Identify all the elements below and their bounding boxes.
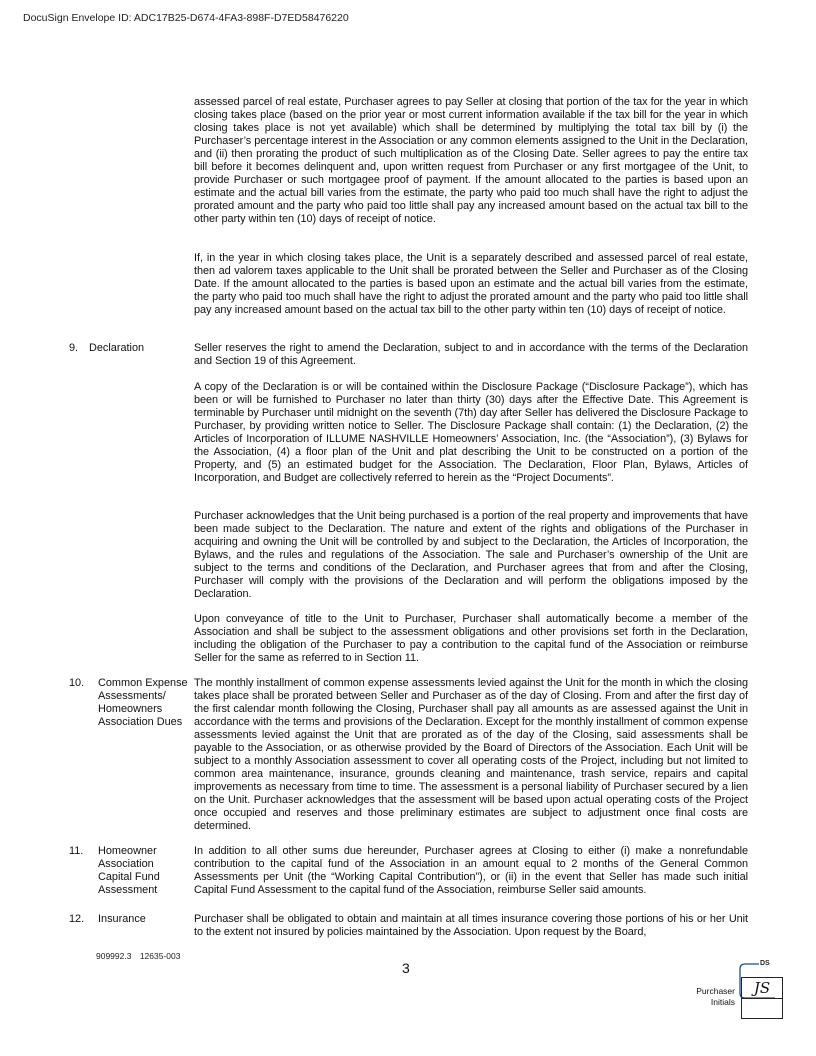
section-paragraph: A copy of the Declaration is or will be contained within the Disclosure Package (“Disclosure Package”), which has been or will be furnished to Purchaser no later than thirty (30) days after the Effective Date. This Agreement is terminable by Purchaser until midnight on the seventh (7th) day after Seller has delivered the Disclosure Package to Purchaser, by providing written notice to Seller. The Disclosure Package shall contain: (1) the Declaration, (2) the Articles of Incorporation of ILLUME NASHVILLE Homeowners’ Association, Inc. (the “Association”), (3) Bylaws for the Association, (4) a floor plan of the Unit and plat describing the Unit to be constructed on a portion of the Property, and (5) an estimated budget for the Association. The Declaration, Floor Plan, Bylaws, Articles of Incorporation, and Budget are collectively referred to herein as the “Project Documents”. (194, 381, 748, 484)
section-paragraph: Upon conveyance of title to the Unit to Purchaser, Purchaser shall automatically become a member of the Association and shall be subject to the assessment obligations and other provisions set forth in the Declaration, including the obligation of the Purchaser to pay a contribution to the capital fund of the Association or reimburse Seller for the same as referred to in Section 11. (194, 613, 748, 664)
section-paragraph: The monthly installment of common expense assessments levied against the Unit for the month in which the closing takes place shall be prorated between Seller and Purchaser as of the day of Closing. From and after the first day of the first calendar month following the Closing, Purchaser shall pay all amounts as are assessed against the Unit in accordance with the terms and provisions of the Declaration. Except for the monthly installment of common expense assessments levied against the Unit that are prorated as of the day of the Closing, said assessments shall be payable to the Association, or as otherwise provided by the Board of Directors of the Association. Each Unit will be subject to a monthly Association assessment to cover all operating costs of the Project, including but not limited to common area maintenance, insurance, grounds cleaning and maintenance, trash service, repairs and capital improvements as necessary from time to time. The assessment is a personal liability of Purchaser secured by a lien on the Unit. Purchaser acknowledges that the assessment will be based upon actual operating costs of the Project once occupied and reserves and those preliminary estimates are subject to adjustment once final costs are determined. (194, 677, 748, 832)
section-label: Common Expense Assessments/ Homeowners Association Dues (98, 677, 188, 728)
document-number: 909992.3 12635-003 (96, 951, 181, 961)
purchaser-initials-label (693, 986, 735, 1008)
section-paragraph: Purchaser acknowledges that the Unit being purchased is a portion of the real property and improvements that have been made subject to the Declaration. The nature and extent of the rights and obligations of the Purchaser in acquiring and owning the Unit will be controlled by and subject to the Declaration, the Articles of Incorporation, the Bylaws, and the rules and regulations of the Association. The sale and Purchaser’s ownership of the Unit are subject to the terms and conditions of the Declaration, and Purchaser agrees that from and after the Closing, Purchaser will comply with the provisions of the Declaration and will perform the obligations imposed by the Declaration. (194, 510, 748, 600)
section-number: 11. (69, 845, 84, 857)
continuation-paragraph-1: assessed parcel of real estate, Purchaser agrees to pay Seller at closing that portion of the tax for the year in which closing takes place (based on the prior year or most current information available if the tax bill for the year in which closing takes place is not yet available) which shall be determined by multiplying the total tax bill by (i) the Purchaser’s percentage interest in the Association or any common elements assigned to the Unit in the Declaration, and (ii) then prorating the product of such multiplication as of the Closing Date. Seller agrees to pay the entire tax bill before it becomes delinquent and, upon written request from Purchaser or any first mortgagee of the Unit, to provide Purchaser or such mortgagee proof of payment. If the amount allocated to the parties is based upon an estimate and the actual bill varies from the estimate, the party who paid too much shall have the right to adjust the prorated amount and the party who paid too little shall pay any increased amount based on the actual tax bill to the other party within ten (10) days of receipt of notice. (194, 96, 748, 225)
section-number: 12. (69, 913, 85, 925)
initials-divider (742, 998, 782, 999)
docusign-tag: DS (760, 960, 770, 967)
initials-field[interactable] (741, 977, 783, 1019)
section-label: Homeowner Association Capital Fund Assessment (98, 845, 160, 896)
section-paragraph: Purchaser shall be obligated to obtain and maintain at all times insurance covering those portions of his or her Unit to the extent not insured by policies maintained by the Association. Upon request by the Board, (194, 913, 748, 938)
initials-signature: JS (753, 979, 771, 997)
section-paragraph: In addition to all other sums due hereunder, Purchaser agrees at Closing to either (i) make a nonrefundable contribution to the capital fund of the Association in an amount equal to 2 months of the General Common Assessments per Unit (the “Working Capital Contribution”), or (ii) in the event that Seller has made such initial Capital Fund Assessment to the capital fund of the Association, reimburse Seller said amounts. (194, 845, 748, 896)
section-paragraph: Seller reserves the right to amend the Declaration, subject to and in accordance with the terms of the Declaration and Section 19 of this Agreement. (194, 342, 748, 367)
section-number: 10. (69, 677, 85, 689)
page-number: 3 (402, 960, 410, 976)
initials-label-line2: Initials (710, 997, 735, 1007)
section-number: 9. (69, 342, 79, 354)
section-label: Declaration (89, 342, 145, 354)
continuation-paragraph-2: If, in the year in which closing takes place, the Unit is a separately described and assessed parcel of real estate, then ad valorem taxes applicable to the Unit shall be prorated between the Seller and Purchaser as of the Closing Date. If the amount allocated to the parties is based upon an estimate and the actual bill varies from the estimate, the party who paid too much shall have the right to adjust the prorated amount and the party who paid too little shall pay any increased amount based on the actual tax bill to the other party within ten (10) days of receipt of notice. (194, 252, 748, 316)
initials-label-line1: Purchaser (696, 986, 735, 996)
docusign-envelope-id: DocuSign Envelope ID: ADC17B25-D674-4FA3-898F-D7ED58476220 (23, 12, 349, 24)
section-label: Insurance (98, 913, 146, 925)
